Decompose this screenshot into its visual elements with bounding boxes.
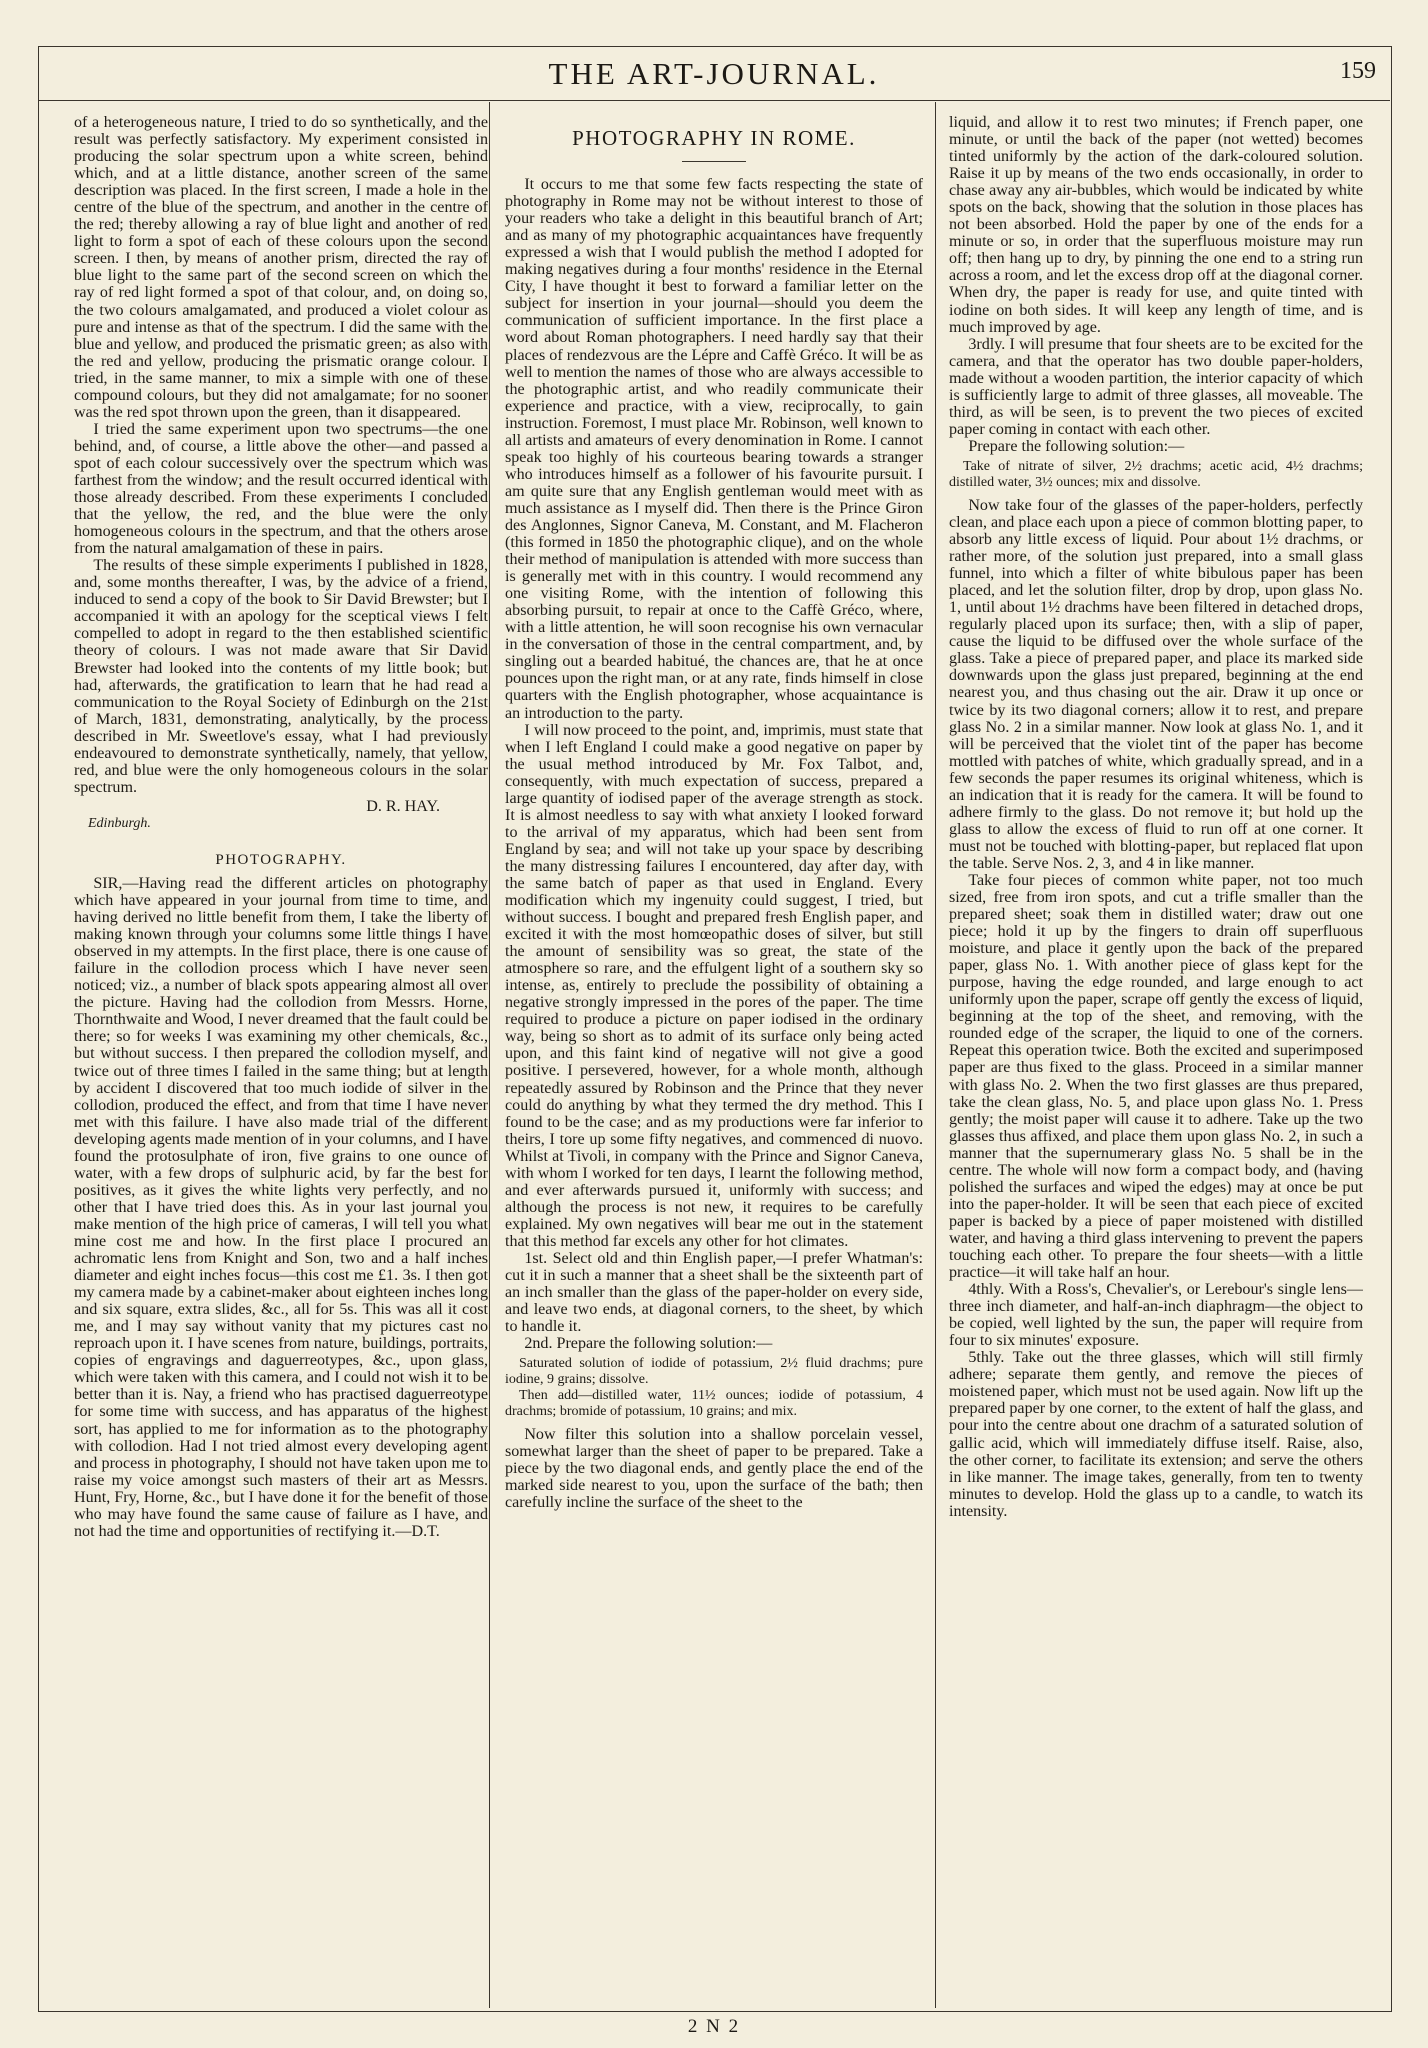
formula-line: Take of nitrate of silver, 2½ drachms; acetic acid, 4½ drachms; distilled water, 3½ ounces; mix and dissolve. [949,458,1363,490]
column-middle [505,114,923,2004]
formula-line: Saturated solution of iodide of potassium, 2½ fluid drachms; pure iodine, 9 grains; dissolve. [505,1356,923,1388]
paragraph: I tried the same experiment upon two spectrums—the one behind, and, of course, a little above the other—and passed a spot of each colour successively over the spectrum which was farthest from the window; and the result occurred identical with those already described. From these experiments I concluded that the yellow, the red, and the blue were the only homogeneous colours in the spectrum, and that the others arose from the natural amalgamation of these in pairs. [74,420,488,558]
paragraph: 1st. Select old and thin English paper,—I prefer Whatman's: cut it in such a manner that a sheet shall be the sixteenth part of an inch smaller than the glass of the paper-holder on every side, and leave two ends, at diagonal corners, to the sheet, by which to handle it. [505,1250,923,1336]
signature-mark: 2 N 2 [687,2016,741,2037]
article-heading-photography-in-rome: PHOTOGRAPHY IN ROME. [572,126,856,150]
formula-block [949,459,1363,491]
paragraph: SIR,—Having read the different articles on photography which have appeared in your journal from time to time, and having derived no little benefit from them, I take the liberty of making known through your columns some little things I have observed in my attempts. In the first place, there is one cause of failure in the collodion process which I have never seen noticed; viz., a number of black spots appearing almost all over the picture. Having had the collodion from Messrs. Horne, Thornthwaite and Wood, I never dreamed that the fault could be there; so for weeks I was examining my other chemicals, &c., but without success. I then prepared the collodion myself, and twice out of three times I failed in the same thing; but at length by accident I discovered that too much iodide of silver in the collodion, produced the effect, and from that time I have never met with this failure. I have also made trial of the different developing agents made mention of in your columns, and I have found the protosulphate of iron, five grains to one ounce of water, with a few drops of sulphuric acid, by far the best for positives, as it gives the white lights very perfectly, and no other that I have tried does this. As in your last journal you make mention of the high price of cameras, I will tell you what mine cost me and how. In the first place I procured an achromatic lens from Knight and Son, two and a half inches diameter and eight inches focus—this cost me £1. 3s. I then got my camera made by a cabinet-maker about eighteen inches long and six square, extra slides, &c., all for 5s. This was all it cost me, and I may say without vanity that my pictures cast no reproach upon it. I have scenes from nature, buildings, portraits, copies of engravings and daguerreotypes, &c., upon glass, which were taken with this camera, and I could not wish it to be better than it is. Nay, a friend who has practised daguerreotype for some time with success, and has apparatus of the highest sort, has applied to me for information as to the photography with collodion. Had I not tried almost every developing agent and process in photography, I should not have taken upon me to raise my voice amongst such masters of their art as Messrs. Hunt, Fry, Horne, &c., but I have done it for the benefit of those who may have found the same cause of failure as I have, and not had the time and opportunities of rectifying it.—D.T. [74,875,488,1540]
paragraph: I will now proceed to the point, and, imprimis, must state that when I left England I could make a good negative on paper by the usual method introduced by Mr. Fox Talbot, and, consequently, with much expectation of success, prepared a large quantity of iodised paper of the average strength as stock. It is almost needless to say with what anxiety I looked forward to the arrival of my apparatus, which had been sent from England by sea; and will not take up your space by describing the many distressing failures I encountered, day after day, with the same batch of paper as that used in England. Every modification which my ingenuity could suggest, I tried, but without success. I bought and prepared fresh English paper, and excited it with the most homœopathic doses of silver, but still the amount of sensibility was so great, the state of the atmosphere so rare, and the effulgent light of a southern sky so intense, as, entirely to preclude the possibility of obtaining a negative strongly impressed in the pores of the paper. The time required to produce a picture on paper iodised in the ordinary way, being so short as to admit of its surface only being acted upon, and this faint kind of negative will not give a good positive. I persevered, however, for a whole month, although repeatedly assured by Robinson and the Prince that they never could do anything by what they termed the dry method. This I found to be the case; and as my productions were far inferior to theirs, I tore up some fifty negatives, and commenced di nuovo. Whilst at Tivoli, in company with the Prince and Signor Caneva, with whom I worked for ten days, I learnt the following method, and ever afterwards pursued it, uniformly with success; and although the process is not new, it requires to be carefully explained. My own negatives will bear me out in the statement that this method far excels any other for hot climates. [505,721,923,1250]
journal-title: THE ART-JOURNAL. [548,56,880,91]
paragraph: Now take four of the glasses of the paper-holders, perfectly clean, and place each upon a piece of common blotting paper, to absorb any little excess of liquid. Pour about 1½ drachms, or rather more, of the solution just prepared, into a small glass funnel, into which a filter of white bibulous paper has been placed, and let the solution filter, drop by drop, upon glass No. 1, until about 1½ drachms have been filtered in detached drops, regularly placed upon its surface; then, with a slip of paper, cause the liquid to be diffused over the whole surface of the glass. Take a piece of prepared paper, and place its marked side downwards upon the glass just prepared, beginning at the end nearest you, and thus chasing out the air. Draw it up once or twice by its two diagonal corners; allow it to rest, and prepare glass No. 2 in a similar manner. Now look at glass No. 1, and it will be perceived that the violet tint of the paper has become mottled with patches of white, which gradually spread, and in a few seconds the paper resumes its original whiteness, which is an indication that it is ready for the camera. It will be found to adhere firmly to the glass. Do not remove it; but hold up the glass to allow the excess of fluid to run off at one corner. It must not be touched with blotting-paper, but replaced flat upon the table. Serve Nos. 2, 3, and 4 in like manner. [949,496,1363,872]
signature-row [74,798,488,815]
column-right [949,114,1363,2004]
paragraph: Take four pieces of common white paper, not too much sized, free from iron spots, and cut a trifle smaller than the prepared sheet; soak them in distilled water; draw out one piece; hold it up by the fingers to drain off superfluous moisture, and place it gently upon the back of the prepared paper, glass No. 1. With another piece of glass kept for the purpose, having the edge rounded, and large enough to act uniformly upon the paper, scrape off gently the excess of liquid, beginning at the top of the sheet, and removing, with the rounded edge of the scraper, the liquid to one of the corners. Repeat this operation twice. Both the excited and superimposed paper are thus fixed to the glass. Proceed in a similar manner with glass No. 2. When the two first glasses are thus prepared, take the clean glass, No. 5, and place upon glass No. 1. Press gently; the moist paper will cause it to adhere. Take up the two glasses thus affixed, and place them upon glass No. 2, in such a manner that the supernumerary glass No. 5 shall be in the centre. The whole will now form a compact body, and (having polished the surfaces and wiped the edges) may at once be put into the paper-holder. It will be seen that each piece of excited paper is backed by a piece of paper moistened with distilled water, and having a third glass intervening to prevent the papers touching each other. To prepare the four sheets—with a little practice—it will take half an hour. [949,871,1363,1282]
paragraph: Now filter this solution into a shallow porcelain vessel, somewhat larger than the sheet of paper to be prepared. Take a piece by the two diagonal ends, and gently place the end of the marked side nearest to you, upon the surface of the bath; then carefully incline the surface of the sheet to the [505,1426,923,1512]
heading-rule [682,161,746,162]
article-heading-photography: PHOTOGRAPHY. [215,851,347,868]
column-divider-left [489,102,490,2008]
paragraph: It occurs to me that some few facts respecting the state of photography in Rome may not be without interest to those of your readers who take a delight in this beautiful branch of Art; and as many of my photographic acquaintances have frequently expressed a wish that I would publish the method I adopted for making negatives during a four months' residence in the Eternal City, I have thought it best to forward a familiar letter on the subject for insertion in your journal—should you deem the communication of sufficient importance. In the first place a word about Roman photographers. I need hardly say that their places of rendezvous are the Lépre and Caffè Gréco. It will be as well to mention the names of those who are always accessible to the photographic artist, and who readily communicate their experience and practice, with a view, reciprocally, to gain instruction. Foremost, I must place Mr. Robinson, well known to all artists and amateurs of every denomination in Rome. I cannot speak too highly of his courteous bearing towards a stranger who introduces himself as a follower of his favourite pursuit. I am quite sure that any English gentleman would meet with as much assistance as I myself did. Then there is the Prince Giron des Anglonnes, Signor Caneva, M. Constant, and M. Flacheron (this formed in 1850 the photographic clique), and on the whole their method of manipulation is attended with more success than is generally met with in this country. I would recommend any one visiting Rome, with the intention of following this absorbing pursuit, to repair at once to the Caffè Gréco, where, with a little attention, he will soon recognise his own vernacular in the conversation of those in the central compartment, and, by singling out a bearded habitué, the chances are, that he at once pounces upon the right man, or at any rate, finds himself in close quarters with the English photographer, whose acquaintance is an introduction to the party. [505,176,923,722]
paragraph: 3rdly. I will presume that four sheets are to be excited for the camera, and that the operator has two double paper-holders, made without a wooden partition, the interior capacity of which is sufficiently large to admit of three glasses, all moveable. The third, as will be seen, is to prevent the two pieces of excited paper coming in contact with each other. [949,335,1363,438]
running-header [38,52,1390,102]
formula-line: Then add—distilled water, 11½ ounces; iodide of potassium, 4 drachms; bromide of potassium, 10 grains; and mix. [505,1388,923,1420]
column-divider-right [935,102,936,2008]
paragraph: The results of these simple experiments I published in 1828, and, some months thereafter, I was, by the advice of a friend, induced to send a copy of the book to Sir David Brewster; but I accompanied it with an apology for the sceptical views I felt compelled to adopt in regard to the then established scientific theory of colours. I was not made aware that Sir David Brewster had looked into the contents of my little book; but had, afterwards, the gratification to learn that he had read a communication to the Royal Society of Edinburgh on the 21st of March, 1831, demonstrating, analytically, by the process described in Mr. Sweetlove's essay, what I had previously endeavoured to demonstrate synthetically, namely, that yellow, red, and blue were the only homogeneous colours in the solar spectrum. [74,557,488,796]
header-rule [38,100,1390,101]
paragraph: of a heterogeneous nature, I tried to do so synthetically, and the result was perfectly satisfactory. My experiment consisted in producing the solar spectrum upon a white screen, behind which, and at a little distance, another screen of the same description was placed. In the first screen, I made a hole in the centre of the blue of the spectrum, and another in the centre of the red; thereby allowing a ray of blue light and another of red light to form a spot of each of these colours upon the second screen. I then, by means of another prism, directed the ray of blue light to the same part of the second screen on which the ray of red light formed a spot of that colour, and, on doing so, the two colours amalgamated, and produced a violet colour as pure and intense as that of the spectrum. I did the same with the blue and yellow, and produced the prismatic green; as also with the red and yellow, producing the prismatic orange colour. I tried, in the same manner, to mix a simple with one of these compound colours, but they did not amalgamate; for no sooner was the red spot thrown upon the green, than it disappeared. [74,114,488,421]
formula-block [505,1356,923,1420]
author-signature: D. R. HAY. [366,797,440,815]
paragraph: Prepare the following solution:— [968,437,1185,455]
paragraph: 5thly. Take out the three glasses, which will still firmly adhere; separate them gently, and remove the pieces of moistened paper, which must not be used again. Now lift up the prepared paper by one corner, to the extent of half the glass, and pour into the centre about one drachm of a saturated solution of gallic acid, which will immediately diffuse itself. Raise, also, the other corner, to facilitate its extension; and serve the others in like manner. The image takes, generally, from ten to twenty minutes to develop. Hold the glass up to a candle, to watch its intensity. [949,1349,1363,1520]
paragraph: 2nd. Prepare the following solution:— [524,1335,773,1353]
paragraph: liquid, and allow it to rest two minutes; if French paper, one minute, or until the back of the paper (not wetted) becomes tinted uniformly by the action of the dark-coloured solution. Raise it up by means of the two ends occasionally, in order to chase away any air-bubbles, which would be indicated by white spots on the back, showing that the solution in those places has not been absorbed. Hold the paper by one of the ends for a minute or so, in order that the superfluous moisture may run off; then hang up to dry, by pinning the one end to a string run across a room, and let the excess drop off at the diagonal corner. When dry, the paper is ready for use, and quite tinted with iodine on both sides. It will keep any length of time, and is much improved by age. [949,114,1363,336]
place-line: Edinburgh. [88,815,151,831]
page-number: 159 [1340,58,1376,84]
column-left [74,114,488,2004]
paragraph: 4thly. With a Ross's, Chevalier's, or Lerebour's single lens—three inch diameter, and half-an-inch diaphragm—the object to be copied, well lighted by the sun, the paper will require from four to six minutes' exposure. [949,1281,1363,1350]
